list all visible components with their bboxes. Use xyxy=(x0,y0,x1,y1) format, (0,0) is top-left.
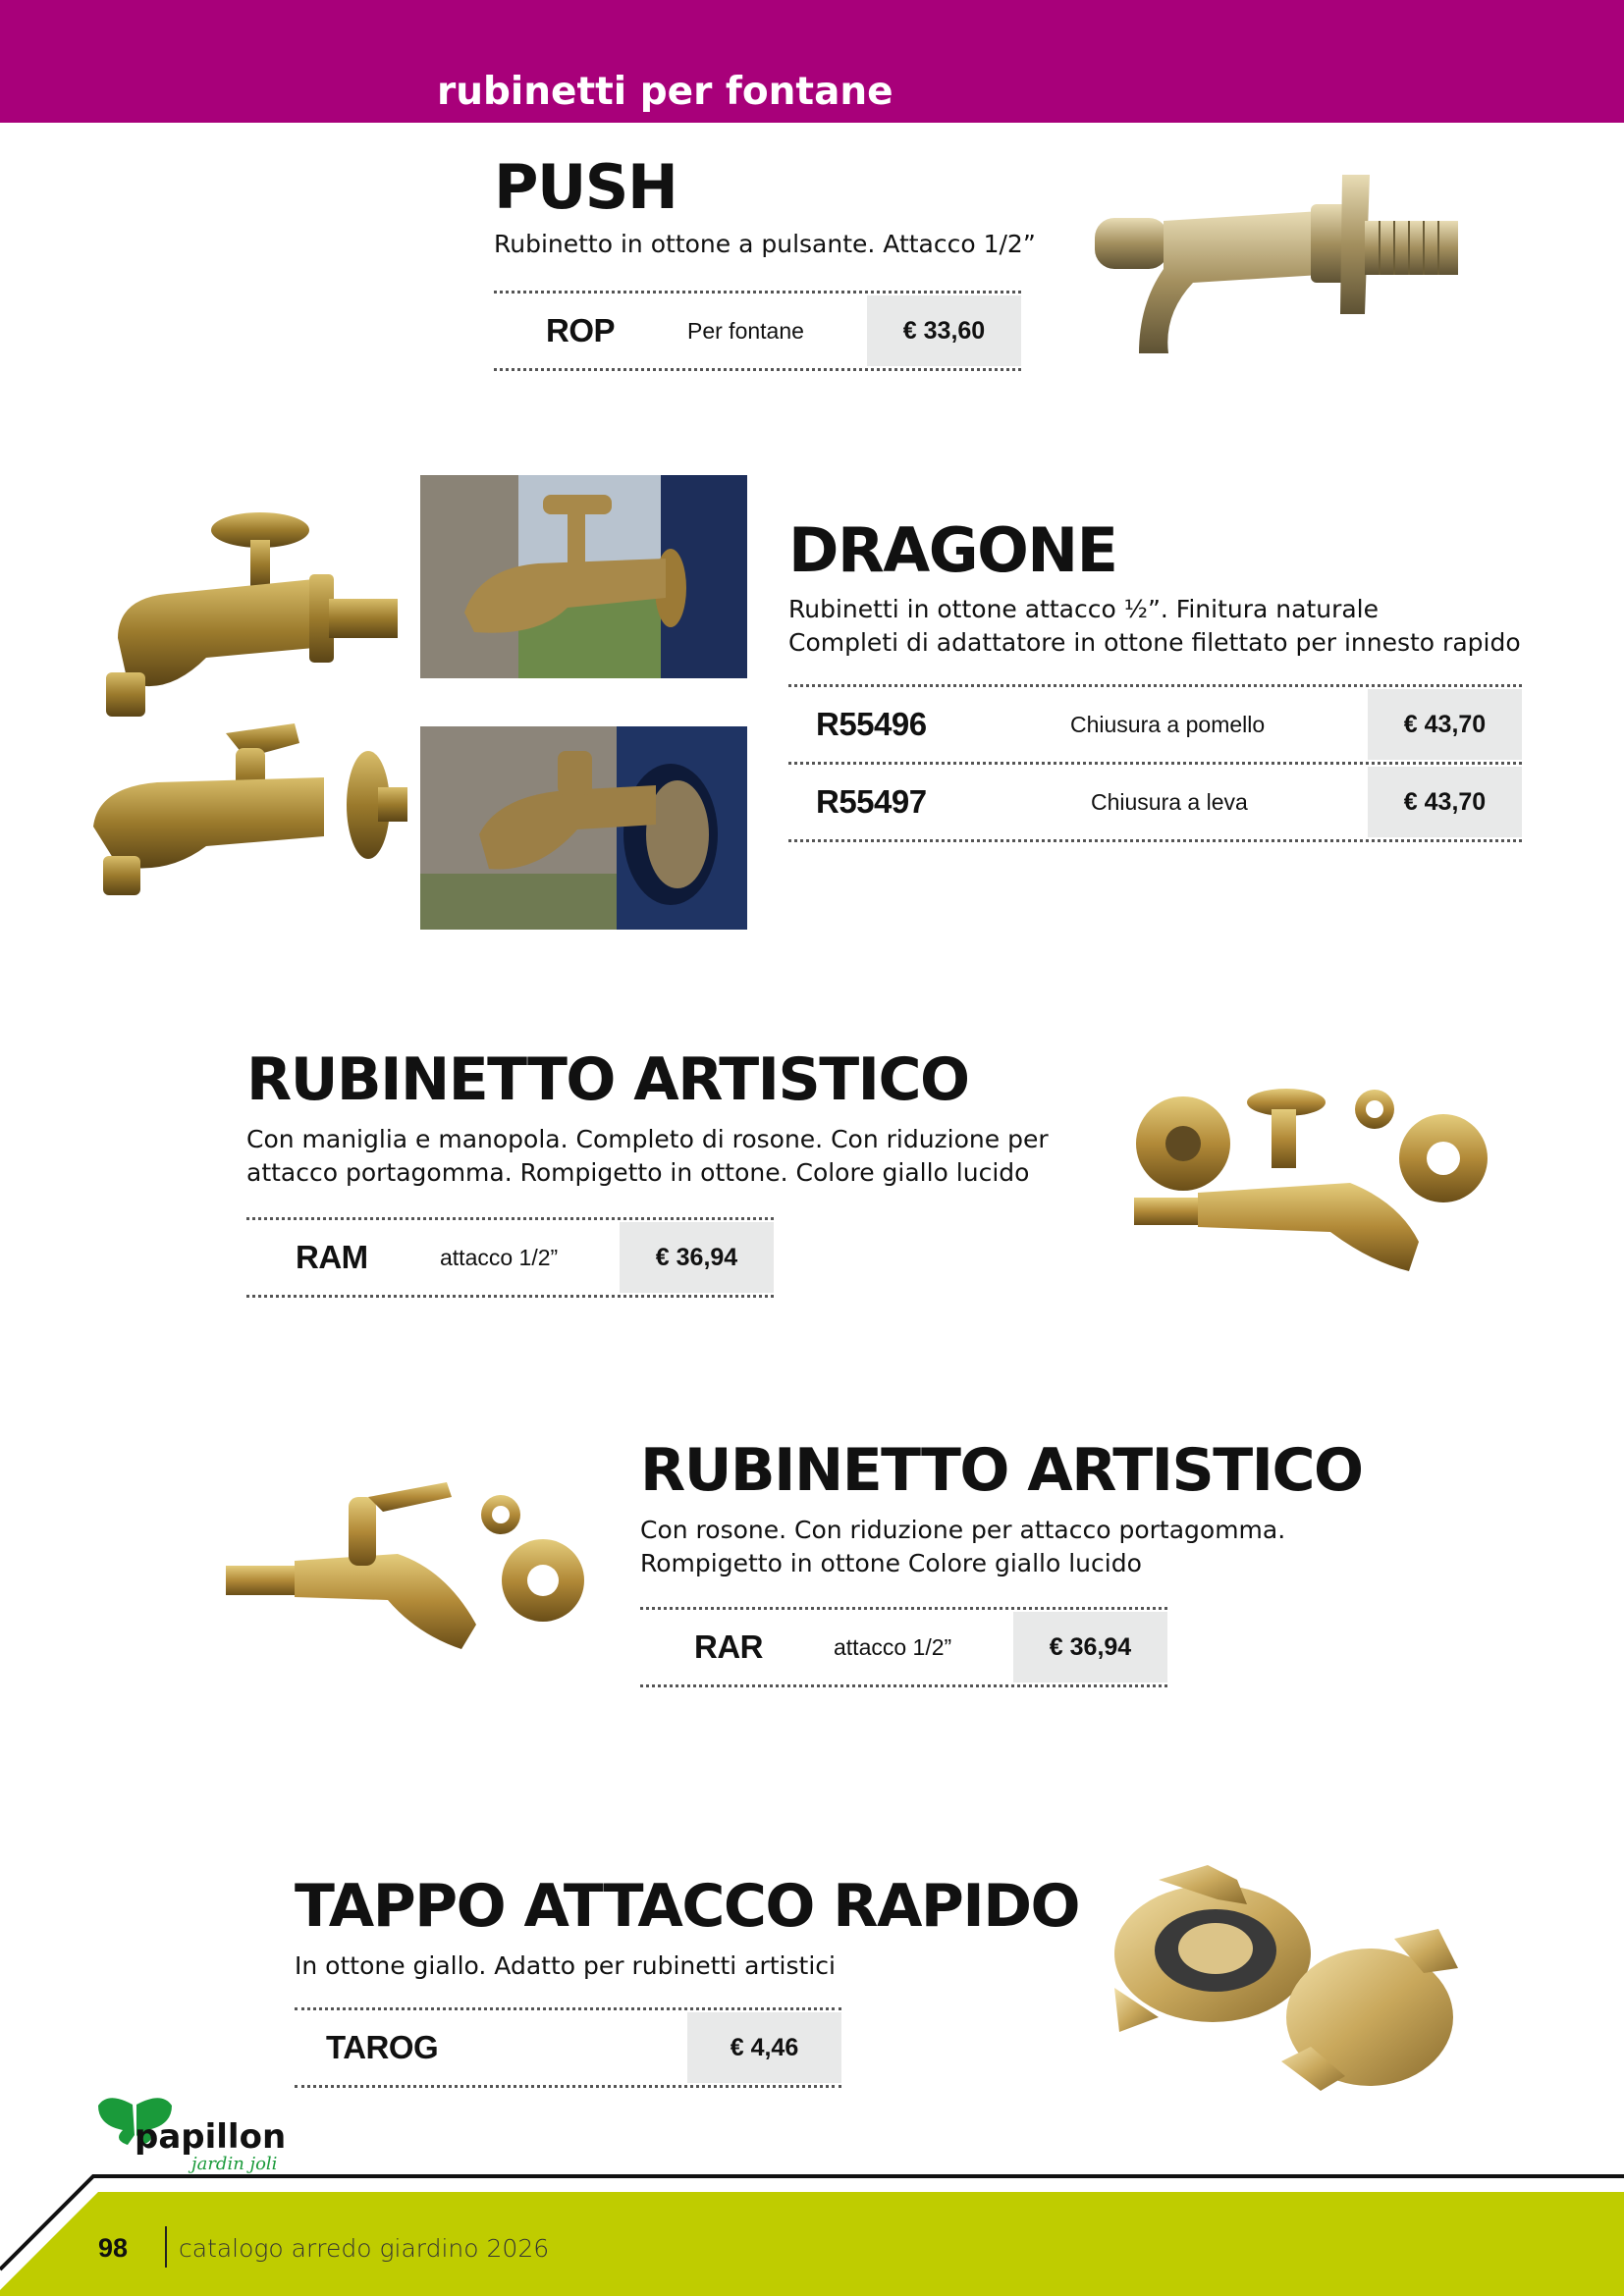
product-price: € 36,94 xyxy=(1013,1612,1167,1682)
product-description: In ottone giallo. Adatto per rubinetti artistici xyxy=(295,1951,836,1980)
product-code: ROP xyxy=(546,312,616,348)
tappo-image xyxy=(1100,1860,1473,2101)
product-description-line-2: Rompigetto in ottone Colore giallo lucido xyxy=(640,1549,1142,1577)
papillon-logo xyxy=(93,2091,304,2174)
price-table-dragone xyxy=(788,684,1522,842)
product-description-line-1: Con maniglia e manopola. Completo di rosone. Con riduzione per xyxy=(246,1125,1049,1153)
price-table-rar xyxy=(640,1607,1167,1687)
product-variant: Chiusura a leva xyxy=(1091,789,1248,815)
product-code: R55497 xyxy=(816,783,927,820)
product-description-line-1: Rubinetti in ottone attacco ½”. Finitura naturale xyxy=(788,595,1380,623)
table-row xyxy=(788,687,1522,765)
table-row xyxy=(494,294,1021,371)
brand-tagline: jardin joli xyxy=(191,2154,278,2174)
product-code: RAM xyxy=(296,1239,368,1275)
product-title: TAPPO ATTACCO RAPIDO xyxy=(295,1872,1080,1941)
catalog-label: catalogo arredo giardino 2026 xyxy=(179,2234,550,2263)
product-title: RUBINETTO ARTISTICO xyxy=(640,1436,1363,1505)
table-row xyxy=(246,1220,774,1298)
dragone-pomello-image xyxy=(88,501,412,731)
product-code: RAR xyxy=(694,1629,763,1665)
product-price: € 43,70 xyxy=(1368,767,1522,837)
push-faucet-image xyxy=(1085,167,1468,363)
table-row xyxy=(788,765,1522,842)
product-price: € 4,46 xyxy=(687,2012,841,2083)
section-title: rubinetti per fontane xyxy=(437,70,893,114)
product-description-line-1: Con rosone. Con riduzione per attacco portagomma. xyxy=(640,1516,1286,1544)
product-code: R55496 xyxy=(816,706,927,742)
footer-divider xyxy=(165,2226,167,2268)
price-table-ram xyxy=(246,1217,774,1298)
page-number: 98 xyxy=(98,2233,129,2263)
dragone-leva-image xyxy=(88,719,412,900)
price-table-tappo xyxy=(295,2007,841,2088)
product-price: € 33,60 xyxy=(867,295,1021,366)
brand-name: papillon xyxy=(135,2117,287,2157)
table-row xyxy=(295,2010,841,2088)
artistico-ram-image xyxy=(1124,1085,1497,1296)
product-variant: Per fontane xyxy=(687,318,804,344)
product-description: Rubinetto in ottone a pulsante. Attacco 1/2” xyxy=(494,230,1036,258)
dragone-photo-1 xyxy=(420,475,747,678)
product-variant: Chiusura a pomello xyxy=(1070,712,1266,737)
product-artistico-rar xyxy=(640,1436,1485,1580)
product-variant: attacco 1/2” xyxy=(440,1245,559,1270)
product-title: DRAGONE xyxy=(788,514,1117,586)
table-row xyxy=(640,1610,1167,1687)
product-title: PUSH xyxy=(494,151,677,223)
artistico-rar-image xyxy=(221,1477,589,1654)
product-code: TAROG xyxy=(326,2029,439,2065)
price-table-push xyxy=(494,291,1021,371)
product-title: RUBINETTO ARTISTICO xyxy=(246,1045,969,1114)
product-artistico-ram xyxy=(246,1045,1091,1190)
product-description-line-2: attacco portagomma. Rompigetto in ottone. Colore giallo lucido xyxy=(246,1158,1030,1187)
product-variant: attacco 1/2” xyxy=(834,1634,952,1660)
product-dragone xyxy=(788,514,1554,660)
product-push xyxy=(494,151,1044,261)
product-price: € 36,94 xyxy=(620,1222,774,1293)
product-price: € 43,70 xyxy=(1368,689,1522,760)
product-description-line-2: Completi di adattatore in ottone filettato per innesto rapido xyxy=(788,628,1521,657)
product-tappo xyxy=(295,1872,1080,1983)
dragone-photo-2 xyxy=(420,726,747,930)
